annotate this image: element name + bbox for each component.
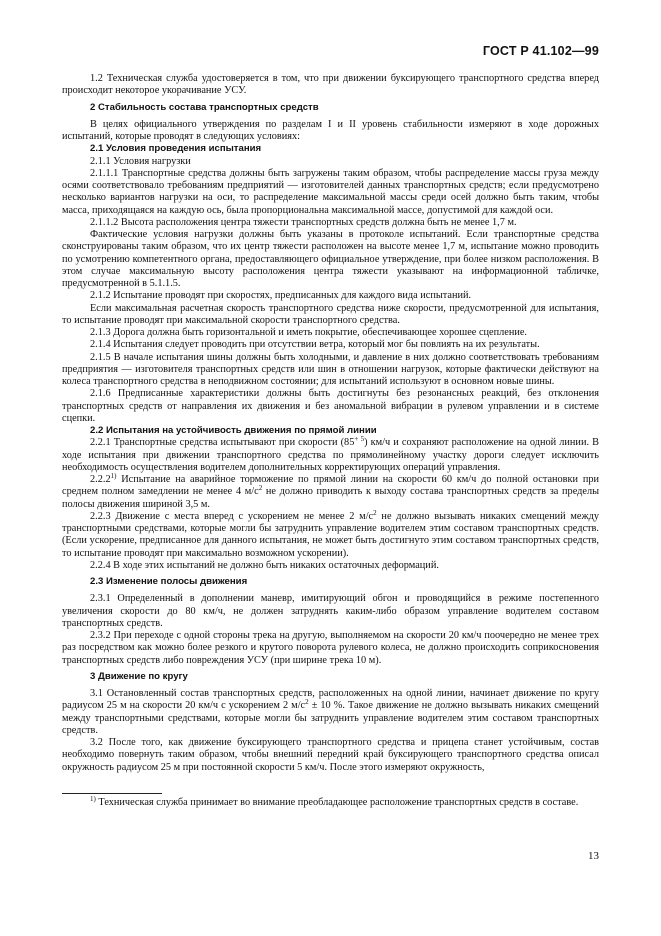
paragraph-3-1: 3.1 Остановленный состав транспортных средств, расположенных на одной линии, начинает движение по кругу радиусом 25 м на скорости 20 км/ч с ускорением 2 $м/с^2 \pm 10$ %. Такое движение не должно вызывать никаких смещений между транспортными средствами, которые могли бы затруднить управление водителем этим составом транспортных средств. xyxy=(62,688,599,736)
footnote: $^{1)}$ Техническая служба принимает во внимание преобладающее расположение транспортных средств в составе. xyxy=(90,795,579,808)
paragraph-2-2-3: 2.2.3 Движение с места вперед с ускорением не менее 2 $м/с^2$ не должно вызывать никаких смещений между транспортными средствами, которые могли бы затруднить управление водителем этим составом транспортных средств. (Если ускорение, предписанное для данного испытания, не может быть достигнуто этим составом транспортных средств, то испытание проводят при максимально возможном ускорении). xyxy=(62,508,599,559)
subsection-heading-2-3: 2.3 Изменение полосы движения xyxy=(90,576,248,587)
paragraph-2-1-4: 2.1.4 Испытания следует проводить при отсутствии ветра, который мог бы повлиять на их результаты. xyxy=(90,339,540,351)
paragraph-2-2-2: 2.2.2$^{1)}$ Испытание на аварийное торможение по прямой линии на скорости 60 км/ч до полной остановки при среднем полном замедлении не менее 4 $м/с^2$ не должно приводить к выходу состава транспортных средств за пределы полосы движения шириной 3,5 м. xyxy=(62,472,600,510)
paragraph-2-1-1-1: 2.1.1.1 Транспортные средства должны быть загружены таким образом, чтобы распределение массы груза между осями соответствовало требованиям предприятий — изготовителей данных транспортных средств; если предусмотрено несколько вариантов нагрузки на оси, то распределение максимальной массы среди осей должно быть таким, чтобы масса, приходящаяся на каждую ось, была пропорциональна максимальной массе, допустимой для каждой оси. xyxy=(62,167,599,216)
section-heading-3: 3 Движение по кругу xyxy=(90,670,188,682)
paragraph-2-1-3: 2.1.3 Дорога должна быть горизонтальной и иметь покрытие, обеспечивающее хорошее сцепление. xyxy=(90,327,527,338)
paragraph-2-1-1-2: 2.1.1.2 Высота расположения центра тяжести транспортных средств должна быть не менее 1,7 м. xyxy=(90,216,517,228)
paragraph-1-2: 1.2 Техническая служба удостоверяется в том, что при движении буксирующего транспортного средства вперед происходит некоторое укорачивание УСУ. xyxy=(62,73,599,97)
paragraph-load-conditions: Фактические условия нагрузки должны быть указаны в протоколе испытаний. Если транспортные средства сконструированы таким образом, что их центр тяжести расположен на высоте менее 1,7 м, испытание можно проводить по усмотрению компетентного органа, предоставляющего официальное утверждение, при более низком расположения. В этом случае максимальную высоту расположения центра тяжести указывают на информационной табличке, предусмотренной в 5.1.1.5. xyxy=(62,229,599,289)
paragraph-max-speed: Если максимальная расчетная скорость транспортного средства ниже скорости, предусмотренной для испытания, то испытание проводят при максимальной скорости транспортного средства. xyxy=(62,302,599,326)
page-number: 13 xyxy=(588,850,599,862)
paragraph-2-1-1: 2.1.1 Условия нагрузки xyxy=(90,155,191,167)
standard-header: ГОСТ Р 41.102—99 xyxy=(482,44,599,58)
document-body xyxy=(62,73,599,774)
paragraph-2-1-2: 2.1.2 Испытание проводят при скоростях, предписанных для каждого вида испытаний. xyxy=(90,290,472,302)
paragraph-2-3-2: 2.3.2 При переходе с одной стороны трека на другую, выполняемом на скорости 20 км/ч поочередно не менее трех раз посредством как можно более резкого и крутого поворота рулевого колеса, не должно происходить соприкосновения транспортных средств либо повреждения УСУ (при ширине трека 10 м). xyxy=(62,630,599,666)
paragraph-2-1-5: 2.1.5 В начале испытания шины должны быть холодными, и давление в них должно соответствовать требованиям предприятия — изготовителя транспортных средств или шин в отношении нагрузок, которые фактически действуют на колеса транспортного средства в неподвижном состоянии; для испытаний используют в основном новые шины. xyxy=(62,351,599,387)
paragraph-3-2: 3.2 После того, как движение буксирующего транспортного средства и прицепа станет устойчивым, состав необходимо повернуть таким образом, чтобы внешний передний край буксирующего транспортного средства описал окружность радиусом 25 м при постоянной скорости 5 км/ч. После этого измеряют окружность, xyxy=(62,737,599,773)
section-heading-2: 2 Стабильность состава транспортных средств xyxy=(90,101,319,113)
paragraph-2-1-6: 2.1.6 Предписанные характеристики должны быть достигнуты без резонансных реакций, без отклонения транспортных средств от направления их движения и без аномальной вибрации в рулевом управлении и в системе сцепки. xyxy=(62,388,599,424)
subsection-heading-2-1: 2.1 Условия проведения испытания xyxy=(90,143,262,155)
paragraph-2-intro: В целях официального утверждения по разделам I и II уровень стабильности измеряют в ходе дорожных испытаний, которые проводят в следующих условиях: xyxy=(62,118,599,142)
paragraph-2-3-1: 2.3.1 Определенный в дополнении маневр, имитирующий обгон и проводящийся в режиме постепенного увеличения скорости до 80 км/ч, не должен затруднять каким-либо образом управление водителем составом транспортных средств. xyxy=(62,593,599,629)
footnote-divider xyxy=(62,793,162,794)
paragraph-2-2-1: 2.2.1 Транспортные средства испытывают при скорости $(85^{+ 5})$ км/ч и сохраняют расположение на одной линии. В ходе испытания при движении транспортного средства по прямолинейному участку дороги следует исключить необходимость осуществления водителем дополнительных корректирующих операций управления. xyxy=(62,435,599,473)
subsection-heading-2-2: 2.2 Испытания на устойчивость движения по прямой линии xyxy=(90,425,377,436)
paragraph-2-2-4: 2.2.4 В ходе этих испытаний не должно быть никаких остаточных деформаций. xyxy=(90,559,439,571)
